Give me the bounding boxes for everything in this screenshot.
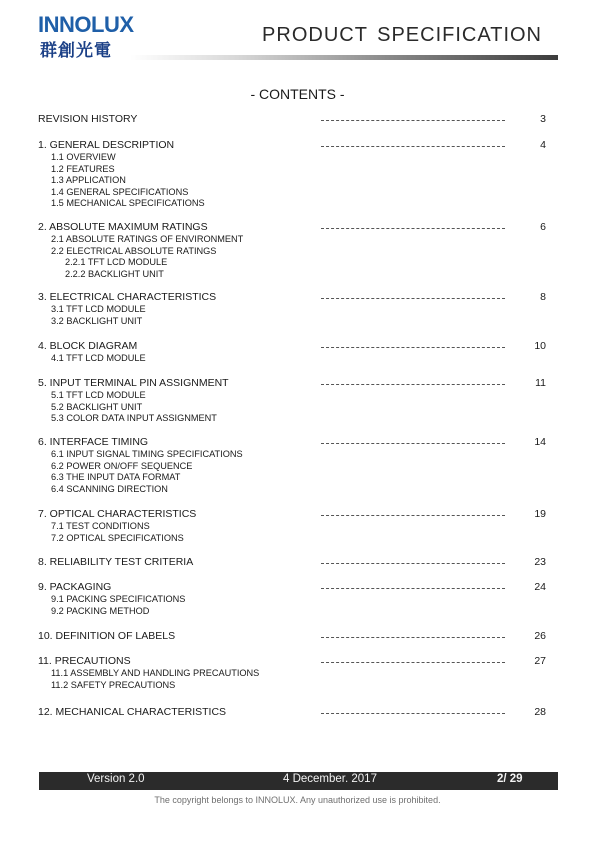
toc-subsection: 4.1 TFT LCD MODULE	[51, 353, 146, 363]
toc-page-number: 4	[540, 139, 546, 151]
toc-page-number: 24	[534, 581, 546, 593]
toc-section-title: 11. PRECAUTIONS	[38, 655, 131, 667]
toc-subsection: 1.2 FEATURES	[51, 163, 115, 174]
toc-subsection: 6.4 SCANNING DIRECTION	[51, 483, 168, 494]
toc-subsection: 5.3 COLOR DATA INPUT ASSIGNMENT	[51, 413, 217, 424]
document-title: PRODUCT SPECIFICATION	[262, 24, 542, 46]
toc-dot-leader	[321, 146, 505, 147]
toc-section-title: 12. MECHANICAL CHARACTERISTICS	[38, 706, 227, 718]
toc-subsection: 2.2.2 BACKLIGHT UNIT	[65, 268, 164, 279]
logo-chinese-name: 群創光電	[40, 41, 112, 61]
toc-section-title: 3. ELECTRICAL CHARACTERISTICS	[38, 291, 217, 303]
toc-dot-leader	[321, 588, 505, 589]
copyright-notice: The copyright belongs to INNOLUX. Any unauthorized use is prohibited.	[154, 795, 441, 805]
toc-subsection: 3.1 TFT LCD MODULE	[51, 304, 146, 314]
toc-page-number: 27	[534, 655, 546, 667]
toc-subsection: 2.2.1 TFT LCD MODULE	[65, 257, 168, 268]
toc-page-number: 8	[540, 291, 546, 303]
toc-page-number: 23	[534, 556, 546, 568]
toc-section-title: 8. RELIABILITY TEST CRITERIA	[38, 556, 194, 568]
toc-section-title: 6. INTERFACE TIMING	[38, 436, 149, 448]
footer-page-number: 2/ 29	[497, 773, 523, 785]
toc-dot-leader	[321, 713, 505, 714]
toc-subsection: 6.3 THE INPUT DATA FORMAT	[51, 472, 181, 483]
toc-page-number: 11	[535, 377, 546, 389]
toc-page-number: 28	[534, 706, 546, 718]
toc-subsection: 1.4 GENERAL SPECIFICATIONS	[51, 186, 189, 197]
toc-subsection: 5.2 BACKLIGHT UNIT	[51, 401, 143, 412]
toc-section-title: 2. ABSOLUTE MAXIMUM RATINGS	[38, 221, 208, 233]
toc-subsection: 7.2 OPTICAL SPECIFICATIONS	[51, 532, 184, 543]
toc-section-title: 1. GENERAL DESCRIPTION	[38, 139, 175, 151]
toc-subsection: 1.1 OVERVIEW	[51, 152, 116, 162]
toc-subsection: 2.1 ABSOLUTE RATINGS OF ENVIRONMENT	[51, 234, 244, 244]
toc-page-number: 6	[540, 221, 546, 233]
toc-section-title: 9. PACKAGING	[38, 581, 112, 593]
toc-dot-leader	[321, 347, 505, 348]
toc-dot-leader	[321, 662, 505, 663]
toc-dot-leader	[321, 120, 505, 121]
toc-section-title: 4. BLOCK DIAGRAM	[38, 340, 138, 352]
toc-dot-leader	[321, 637, 505, 638]
toc-subsection: 3.2 BACKLIGHT UNIT	[51, 315, 143, 326]
toc-section-title: 7. OPTICAL CHARACTERISTICS	[38, 508, 197, 520]
toc-dot-leader	[321, 515, 505, 516]
toc-subsection: 2.2 ELECTRICAL ABSOLUTE RATINGS	[51, 245, 217, 256]
toc-subsection: 1.5 MECHANICAL SPECIFICATIONS	[51, 198, 205, 209]
toc-dot-leader	[321, 228, 505, 229]
toc-page-number: 3	[540, 113, 546, 125]
toc-subsection: 11.1 ASSEMBLY AND HANDLING PRECAUTIONS	[51, 668, 260, 678]
toc-subsection: 6.1 INPUT SIGNAL TIMING SPECIFICATIONS	[51, 449, 243, 459]
toc-dot-leader	[321, 384, 505, 385]
contents-heading: - CONTENTS -	[250, 86, 345, 102]
toc-page-number: 26	[534, 630, 546, 642]
toc-subsection: 11.2 SAFETY PRECAUTIONS	[51, 679, 176, 690]
footer-date: 4 December. 2017	[283, 773, 377, 785]
toc-dot-leader	[321, 298, 505, 299]
toc-page-number: 19	[534, 508, 546, 520]
toc-section-title: 5. INPUT TERMINAL PIN ASSIGNMENT	[38, 377, 229, 389]
toc-dot-leader	[321, 563, 505, 564]
toc-subsection: 9.1 PACKING SPECIFICATIONS	[51, 594, 186, 604]
toc-subsection: 1.3 APPLICATION	[51, 175, 126, 186]
toc-subsection: 5.1 TFT LCD MODULE	[51, 390, 146, 400]
toc-subsection: 9.2 PACKING METHOD	[51, 605, 150, 616]
logo-wordmark: INNOLUX	[38, 12, 134, 37]
toc-page-number: 10	[534, 340, 546, 352]
toc-page-number: 14	[534, 436, 546, 448]
toc-subsection: 7.1 TEST CONDITIONS	[51, 521, 150, 531]
toc-section-title: 10. DEFINITION OF LABELS	[38, 630, 176, 642]
toc-section-title: REVISION HISTORY	[38, 113, 138, 125]
footer-version: Version 2.0	[87, 773, 145, 785]
toc-dot-leader	[321, 443, 505, 444]
toc-subsection: 6.2 POWER ON/OFF SEQUENCE	[51, 460, 193, 471]
footer-bar	[39, 772, 558, 790]
